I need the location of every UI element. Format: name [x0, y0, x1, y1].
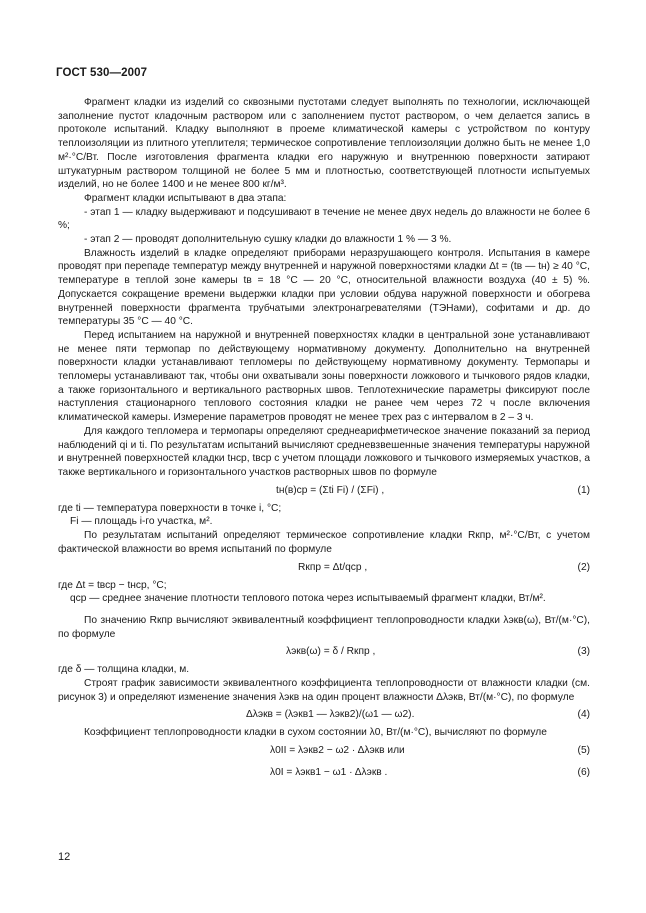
paragraph: Фрагмент кладки испытывают в два этапа:	[84, 192, 287, 204]
formula-number: (2)	[577, 561, 590, 573]
where-clause: qср — среднее значение плотности теплового потока через испытываемый фрагмент кладки, Вт/м².	[70, 593, 546, 605]
formula-2	[58, 557, 590, 579]
formula-number: (4)	[577, 709, 590, 721]
paragraph: Строят график зависимости эквивалентного коэффициента теплопроводности от влажности кладки (см. рисунок 3) и определяют изменение значения λэкв на один процент влажности Δλэкв, Вт/(м·°С), по формуле	[58, 678, 590, 703]
paragraph: Для каждого тепломера и термопары определяют среднеарифметическое значение показаний за период наблюдений qi и ti. По результатам испытаний вычисляют средневзвешенные значения температуры наружной и внутренней поверхностей кладки tнср, tвср с учетом площади ложкового и тычкового измеряемых участков, а также вертикального и горизонтального участков растворных швов по формуле	[58, 425, 590, 478]
formula-text: Δλэкв = (λэкв1 — λэкв2)/(ω1 — ω2).	[246, 709, 415, 721]
formula-text: tн(в)ср = (Σti Fi) / (ΣFi) ,	[276, 484, 385, 496]
formula-3	[58, 641, 590, 663]
formula-text: λэкв(ω) = δ / Rкпр ,	[286, 646, 376, 658]
paragraph: Влажность изделий в кладке определяют приборами неразрушающего контроля. Испытания в камере проводят при перепаде температур между внутренней и наружной поверхностями кладки Δt = (tв — tн) ≥ 40 °С, температуре в теплой зоне камеры tв = 18 °С — 20 °С, относительной влажности воздуха (40 ± 5) %. Допускается сокращение времени выдержки кладки при условии обдува наружной поверхности и обогрева внутренней поверхности фрагмента трубчатыми электронагревателями (ТЭНами), софитами и др. до температуры 35 °С — 40 °С.	[58, 247, 590, 328]
paragraph: Перед испытанием на наружной и внутренней поверхностях кладки в центральной зоне устанавливают не менее пяти термопар по действующему нормативному документу. Дополнительно на внутренней поверхности кладки устанавливают тепломеры по действующему нормативному документу. Термопары и тепломеры устанавливают так, чтобы они охватывали зоны поверхности ложкового и тычкового рядов кладки, а также горизонтального и вертикального растворных швов. Теплотехнические параметры фиксируют после наступления стационарного теплового состояния кладки не ранее чем через 72 ч после включения климатической камеры. Измерение параметров проводят не менее трех раз с интервалом в 2 – 3 ч.	[58, 329, 590, 424]
formula-number: (3)	[577, 646, 590, 658]
where-clause: Fi — площадь i-го участка, м².	[70, 516, 213, 528]
formula-text: λ0I = λэкв1 − ω1 · Δλэкв .	[270, 767, 388, 779]
where-clause: где δ — толщина кладки, м.	[58, 664, 190, 676]
list-item: - этап 2 — проводят дополнительную сушку кладки до влажности 1 % — 3 %.	[84, 234, 452, 246]
paragraph: Коэффициент теплопроводности кладки в сухом состоянии λ0, Вт/(м·°С), вычисляют по формуле	[84, 727, 547, 739]
where-clause: где Δt = tвср − tнср, °С;	[58, 579, 167, 591]
page-number: 12	[58, 851, 71, 863]
formula-text: λ0II = λэкв2 − ω2 · Δλэкв или	[270, 745, 405, 757]
page-header: ГОСТ 530—2007	[56, 67, 148, 79]
list-item: - этап 1 — кладку выдерживают и подсушивают в течение не менее двух недель до влажности не более 6 %;	[58, 206, 590, 232]
formula-number: (1)	[577, 484, 590, 496]
formula-4	[58, 704, 590, 726]
formula-number: (5)	[577, 745, 590, 757]
paragraph: По результатам испытаний определяют термическое сопротивление кладки Rкпр, м²·°С/Вт, с учетом фактической влажности во время испытаний по формуле	[58, 530, 590, 555]
formula-1	[58, 480, 590, 502]
formula-5	[58, 740, 590, 762]
formula-number: (6)	[577, 767, 590, 779]
formula-6	[58, 762, 590, 784]
paragraph: По значению Rкпр вычисляют эквивалентный коэффициент теплопроводности кладки λэкв(ω), Вт/(м·°С), по формуле	[58, 614, 590, 640]
document-body	[58, 96, 590, 784]
formula-text: Rкпр = Δt/qср ,	[298, 561, 368, 573]
where-clause: где ti — температура поверхности в точке i, °С;	[58, 502, 282, 514]
paragraph: Фрагмент кладки из изделий со сквозными пустотами следует выполнять по технологии, исключающей заполнение пустот кладочным раствором или с заполнением пустот раствором, о чем делается запись в протоколе испытаний. Кладку выполняют в проеме климатической камеры с устройством по контуру теплоизоляции из плитного утеплителя; термическое сопротивление теплоизоляции должно быть не менее 1,0 м²·°С/Вт. После изготовления фрагмента кладки его наружную и внутреннюю поверхности затирают штукатурным раствором толщиной не более 5 мм и плотностью, соответствующей плотности испытуемых изделий, но не более 1400 и не менее 800 кг/м³.	[58, 97, 590, 191]
